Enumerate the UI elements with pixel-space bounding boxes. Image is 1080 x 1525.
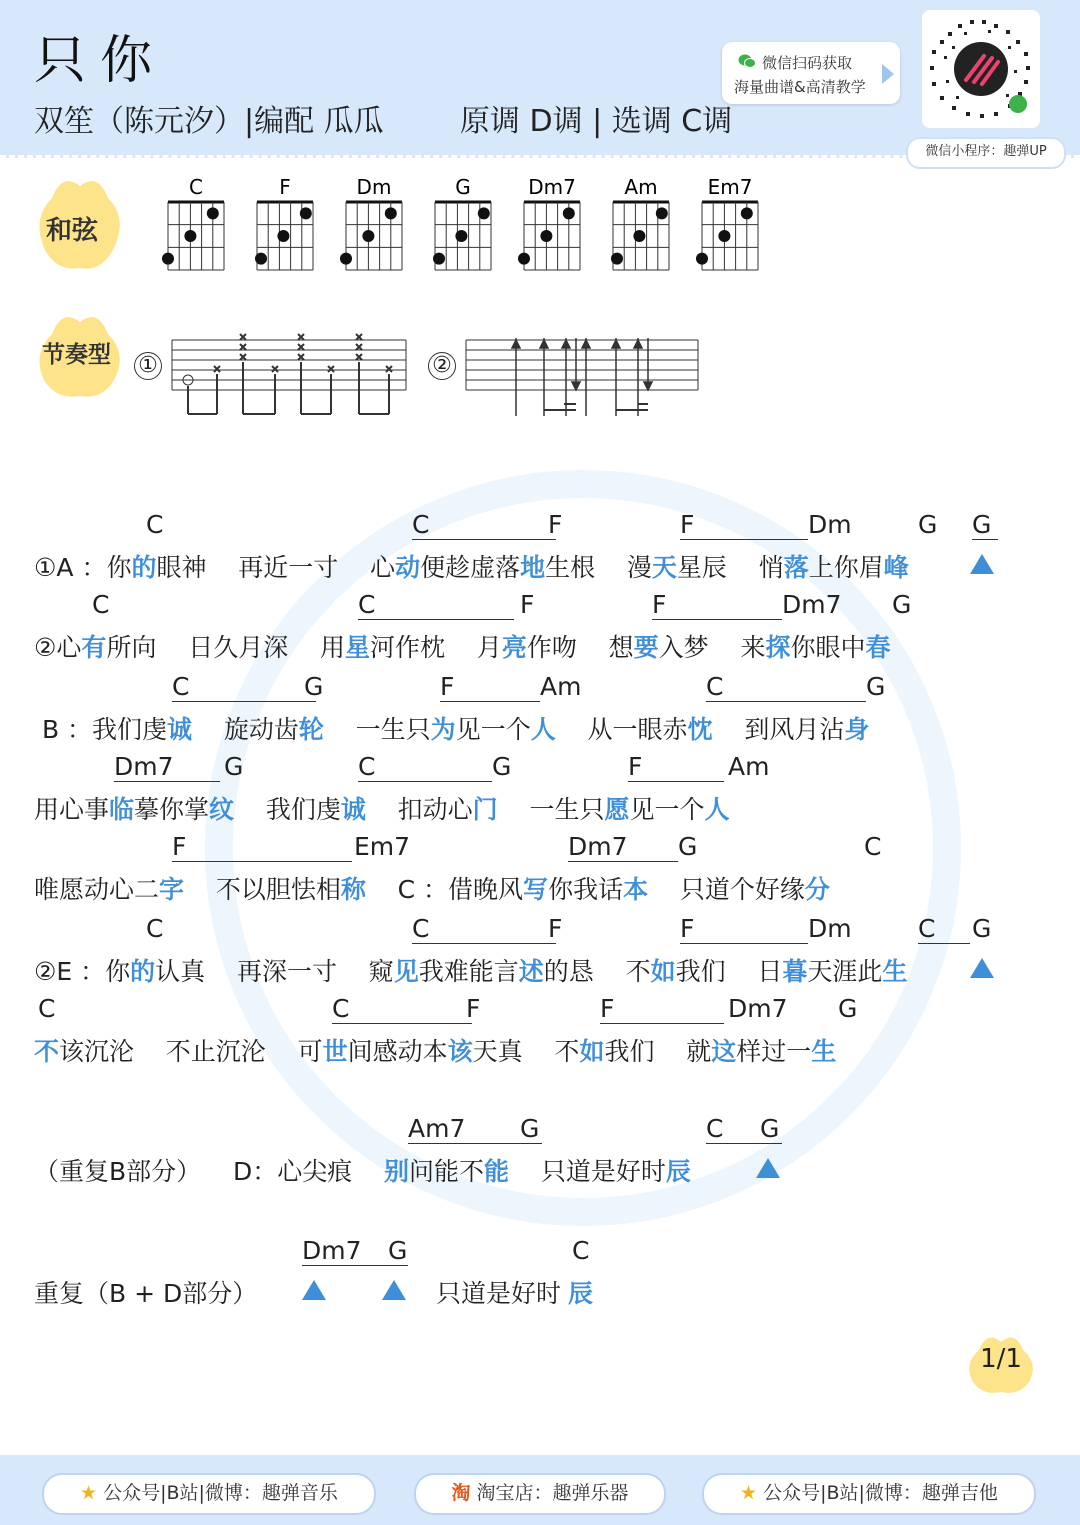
lyric-accent: 字 (159, 875, 185, 904)
chord-label: Am7 (408, 1114, 520, 1144)
chord-label: F (548, 510, 563, 539)
chord-label: F (680, 510, 808, 540)
lyric-text: 该沉沦 不止沉沦 可 (59, 1037, 323, 1066)
lyric-text: C ：借晚风 (365, 875, 524, 904)
lyric-accent: 称 (340, 875, 366, 904)
lyric-accent: 亮 (501, 633, 527, 662)
chord-label: F (548, 914, 563, 943)
chord-label: G (972, 914, 992, 943)
lyric-accent: 诚 (340, 795, 366, 824)
lyric-text: 间感动本 (347, 1037, 448, 1066)
strum-triangle-icon (302, 1280, 326, 1300)
chord-label: F (628, 752, 724, 782)
lyric-text: 旋动齿 (192, 715, 299, 744)
lyric-accent: 星 (345, 633, 371, 662)
chord-label: Dm7 (114, 752, 220, 782)
lyric-text: 摹你掌 (134, 795, 210, 824)
lyric-line (34, 710, 869, 746)
lyric-text: 重复（B + D部分） (34, 1279, 258, 1308)
lyric-line (34, 870, 830, 906)
strum-triangle-icon (756, 1158, 780, 1178)
lyric-accent: 诚 (167, 715, 193, 744)
song-title: 只你 (34, 31, 167, 91)
lyric-accent: 的 (131, 553, 157, 582)
chord-diagram-g (433, 175, 491, 270)
lyric-text: ②E ：你 (34, 957, 131, 986)
chord-name: F (279, 175, 291, 199)
lyric-accent: 能 (484, 1157, 510, 1186)
lyric-accent: 落 (783, 553, 809, 582)
lyric-text: 我们 就 (604, 1037, 712, 1066)
chords-section-label: 和弦 (46, 216, 99, 246)
chord-label: G (304, 672, 324, 701)
chord-label: G (224, 752, 244, 781)
chord-label: C (918, 914, 970, 944)
rhythm-pattern-2 (464, 330, 704, 420)
chord-label: C (38, 994, 56, 1023)
chord-label: F (466, 994, 481, 1023)
strum-triangle-icon (382, 1280, 406, 1300)
lyric-text: 你我话 (548, 875, 624, 904)
promo-line-1: 微信扫码获取 (762, 54, 853, 72)
lyric-accent: 天 (651, 553, 677, 582)
lyric-accent: 临 (109, 795, 135, 824)
star-icon: ★ (80, 1482, 98, 1504)
chord-label: G (492, 752, 512, 781)
lyric-accent: 地 (520, 553, 546, 582)
lyric-text: 的恳 不 (543, 957, 651, 986)
lyric-text: 入梦 来 (658, 633, 766, 662)
lyric-accent: 如 (650, 957, 676, 986)
lyric-text: 我们虔 (234, 795, 341, 824)
chord-name: G (455, 175, 471, 199)
lyric-accent: 的 (130, 957, 156, 986)
lyric-text: 眼神 再近一寸 心 (156, 553, 396, 582)
promo-line-2: 海量曲谱&高清教学 (734, 78, 866, 96)
lyric-text: 我难能言 (418, 957, 519, 986)
lyric-text: 天真 不 (472, 1037, 580, 1066)
lyric-text: 作吻 想 (526, 633, 634, 662)
chord-label: G (760, 1114, 782, 1144)
lyric-text: 扣动心 (365, 795, 473, 824)
lyric-accent: 这 (711, 1037, 737, 1066)
lyric-accent: 生 (882, 957, 908, 986)
chord-name: Am (624, 175, 658, 199)
chord-label: G (388, 1236, 408, 1265)
qr-caption: 微信小程序：趣弹UP (906, 137, 1066, 169)
chord-label: C (358, 590, 514, 620)
lyric-text: B ：我们虔 (34, 715, 168, 744)
strum-triangle-icon (970, 554, 994, 574)
chord-label: Dm (808, 914, 852, 943)
lyric-text: 问能不 (409, 1157, 485, 1186)
rhythm-section-label: 节奏型 (42, 342, 111, 368)
chord-label: G (892, 590, 912, 619)
qr-code-icon (922, 10, 1040, 128)
chord-label: Dm7 (302, 1236, 388, 1266)
footer-link-music[interactable] (42, 1473, 376, 1515)
chord-diagram-c (162, 175, 224, 270)
chord-diagram-dm7 (518, 175, 580, 270)
song-subtitle: 双笙（陈元汐）|编配 瓜瓜 原调 D调 | 选调 C调 (34, 104, 733, 139)
chord-label: F (652, 590, 782, 620)
lyric-accent: 写 (523, 875, 549, 904)
promo-card[interactable] (722, 42, 900, 104)
lyric-text: 只道是好时 (436, 1279, 562, 1308)
lyric-accent: 门 (472, 795, 498, 824)
chord-label: C (864, 832, 882, 861)
strum-triangle-icon (970, 958, 994, 978)
lyric-accent: 纹 (209, 795, 235, 824)
lyric-accent: 如 (579, 1037, 605, 1066)
lyric-line (34, 1152, 691, 1188)
chord-label: F (520, 590, 535, 619)
lyric-accent: 本 (623, 875, 649, 904)
lyric-line (34, 952, 907, 988)
chord-label: F (172, 832, 352, 862)
footer-link-guitar[interactable] (702, 1473, 1036, 1515)
lyric-accent: 该 (447, 1037, 473, 1066)
lyric-text: 河作枕 月 (370, 633, 502, 662)
chord-name: Em7 (707, 175, 753, 199)
promo-arrow-icon (882, 64, 894, 84)
lyric-line (34, 628, 891, 664)
lyric-accent: 述 (518, 957, 544, 986)
lyric-accent: 世 (322, 1037, 348, 1066)
taobao-icon: 淘 (451, 1482, 471, 1504)
lyric-text: 一生只 (323, 715, 431, 744)
chord-label: C (412, 510, 556, 540)
lyric-line (34, 1274, 257, 1310)
chord-label: C (172, 672, 316, 702)
lyric-accent: 生 (811, 1037, 837, 1066)
qr-code[interactable] (922, 10, 1040, 128)
lyric-text: 生根 漫 (545, 553, 652, 582)
chord-name: Dm (356, 175, 392, 199)
chord-label: C (572, 1236, 590, 1265)
chord-diagram-am (611, 175, 669, 270)
lyric-text: 样过一 (736, 1037, 812, 1066)
lyric-text: 只道个好缘 (648, 875, 805, 904)
lyric-text: ①A ：你 (34, 553, 132, 582)
lyric-text: 我们 日 (675, 957, 783, 986)
chord-label: C (358, 752, 492, 782)
footer-link-music-label: 公众号|B站|微博：趣弹音乐 (103, 1482, 338, 1504)
chord-label: G (838, 994, 858, 1023)
lyric-text: 你眼中 (790, 633, 866, 662)
lyric-accent: 别 (383, 1157, 409, 1186)
lyric-text: 上你眉 (808, 553, 884, 582)
chord-label: F (680, 914, 808, 944)
rhythm-number-1: ① (134, 352, 162, 380)
chord-label: G (918, 510, 938, 539)
lyric-accent: 人 (704, 795, 730, 824)
lyric-accent: 不 (34, 1037, 60, 1066)
lyric-line (34, 548, 909, 584)
lyric-accent: 为 (430, 715, 456, 744)
rhythm-pattern-1 (170, 330, 410, 420)
lyric-accent: 辰 (568, 1279, 594, 1308)
lyric-text: 从一眼赤 (555, 715, 688, 744)
lyric-text: ②心 (34, 633, 82, 662)
chord-label: Am (728, 752, 770, 781)
lyric-text: 见一个 (455, 715, 531, 744)
chord-label: C (146, 914, 164, 943)
lyric-accent: 春 (865, 633, 891, 662)
footer-link-taobao[interactable] (414, 1473, 666, 1515)
lyric-text: 一生只 (497, 795, 605, 824)
chord-diagram-f (255, 175, 313, 270)
chord-label: Am (540, 672, 582, 701)
chord-diagram-em7 (696, 175, 758, 270)
chord-label: G (866, 672, 886, 701)
lyric-accent: 愿 (604, 795, 630, 824)
lyric-text: 只道是好时 (509, 1157, 666, 1186)
lyric-accent: 峰 (883, 553, 909, 582)
lyric-accent: 分 (804, 875, 830, 904)
lyric-text: 到风月沾 (712, 715, 845, 744)
lyric-text: （重复B部分） D：心尖痕 (34, 1157, 384, 1186)
chord-label: C (332, 994, 472, 1024)
lyric-text: 星辰 悄 (676, 553, 784, 582)
chord-label: Dm7 (782, 590, 842, 619)
page-number: 1/1 (980, 1344, 1022, 1374)
page-indicator (963, 1330, 1039, 1394)
chord-name: Dm7 (528, 175, 576, 199)
chord-diagram-dm (340, 175, 402, 270)
lyric-text: 不以胆怯相 (184, 875, 341, 904)
rhythm-number-2: ② (428, 352, 456, 380)
chord-label: G (520, 1114, 542, 1144)
lyric-accent: 暮 (782, 957, 808, 986)
chord-label: C (146, 510, 164, 539)
lyric-text: 便趁虚落 (420, 553, 521, 582)
chord-label: C (412, 914, 556, 944)
chord-label: Dm7 (728, 994, 788, 1023)
chord-name: C (189, 175, 203, 199)
footer-link-taobao-label: 淘宝店：趣弹乐器 (476, 1482, 629, 1504)
lyric-accent: 见 (393, 957, 419, 986)
star-icon: ★ (740, 1482, 758, 1504)
chord-label: Em7 (354, 832, 411, 861)
lyric-accent: 动 (395, 553, 421, 582)
chord-label: G (678, 832, 698, 861)
chord-label: F (600, 994, 724, 1024)
lyric-accent: 身 (844, 715, 870, 744)
chord-label: C (706, 1114, 762, 1144)
lyric-accent: 探 (765, 633, 791, 662)
wechat-icon (738, 54, 756, 68)
chord-label: Dm (808, 510, 852, 539)
lyric-text: 用心事 (34, 795, 110, 824)
lyric-accent: 要 (633, 633, 659, 662)
lyric-text: 见一个 (629, 795, 705, 824)
lyric-accent: 有 (81, 633, 107, 662)
chord-label: G (972, 510, 998, 540)
chord-diagrams (0, 170, 800, 280)
lyric-accent: 轮 (298, 715, 324, 744)
lyric-line (34, 1032, 836, 1068)
lyric-line (34, 790, 730, 826)
chord-label: F (440, 672, 540, 702)
lyric-text: 唯愿动心二 (34, 875, 160, 904)
lyric-accent: 忱 (687, 715, 713, 744)
lyric-accent: 人 (530, 715, 556, 744)
lyric-text: 天涯此 (807, 957, 883, 986)
lyric-text: 所向 日久月深 用 (106, 633, 346, 662)
chord-label: C (706, 672, 866, 702)
lyric-accent: 辰 (665, 1157, 691, 1186)
chord-label: C (92, 590, 110, 619)
chord-label: Dm7 (568, 832, 678, 862)
lyric-text: 认真 再深一寸 窥 (155, 957, 394, 986)
footer-link-guitar-label: 公众号|B站|微博：趣弹吉他 (763, 1482, 998, 1504)
